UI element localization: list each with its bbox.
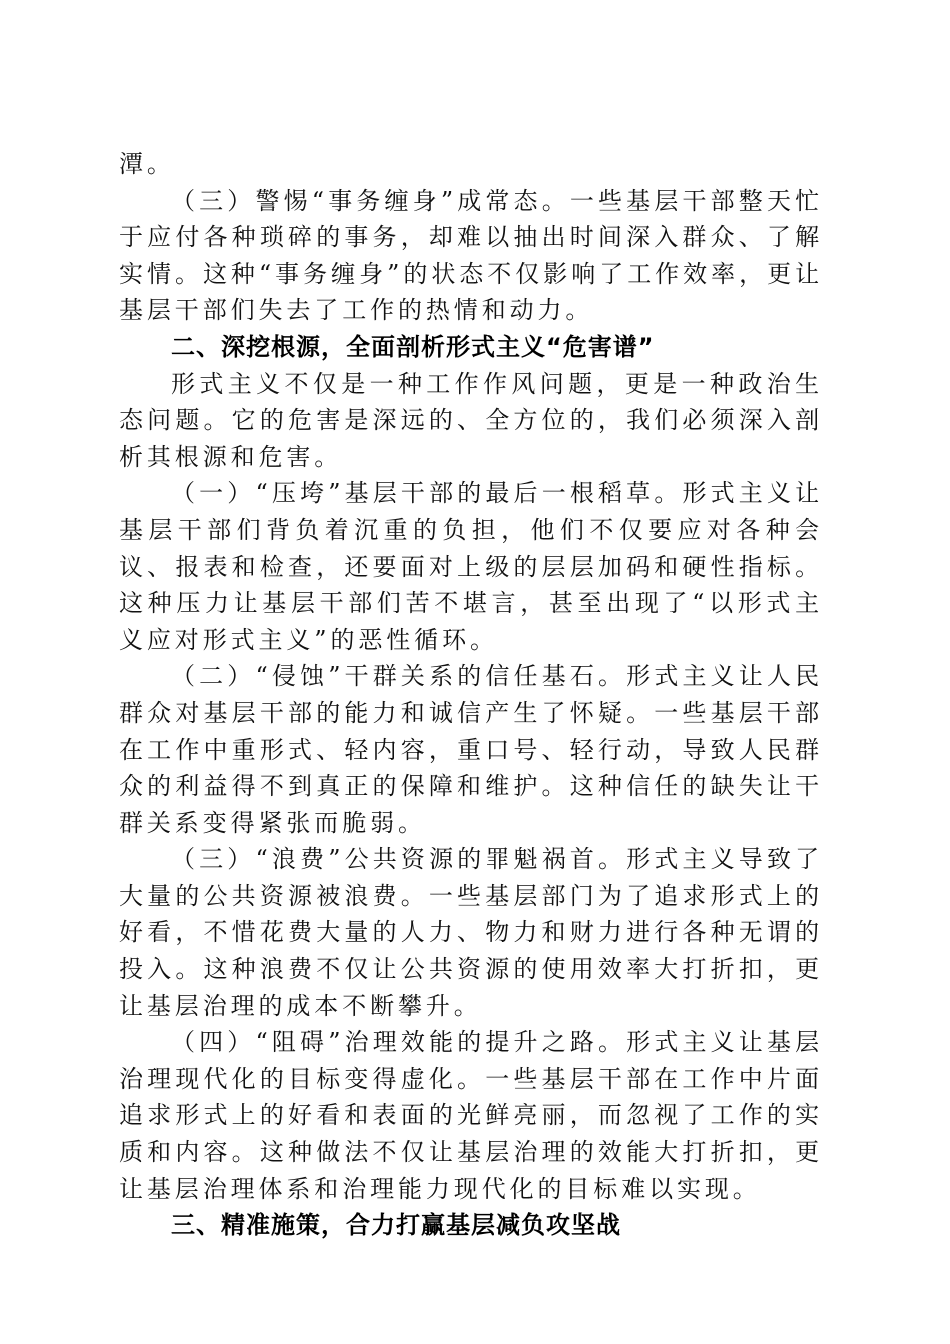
paragraph-busy-affairs: （三）警惕“事务缠身”成常态。一些基层干部整天忙于应付各种琐碎的事务，却难以抽出时间深入群众、了解实情。这种“事务缠身”的状态不仅影响了工作效率，更让基层干部们失去了工作的热情和动力。	[119, 186, 823, 325]
document-body	[119, 146, 823, 1244]
section-heading-2: 二、深挖根源，全面剖析形式主义“危害谱”	[171, 332, 655, 361]
section-heading-3: 三、精准施策，合力打赢基层减负攻坚战	[171, 1211, 621, 1240]
paragraph-section-2-intro: 形式主义不仅是一种工作作风问题，更是一种政治生态问题。它的危害是深远的、全方位的，我们必须深入剖析其根源和危害。	[119, 369, 823, 471]
paragraph-erode-trust: （二）“侵蚀”干群关系的信任基石。形式主义让人民群众对基层干部的能力和诚信产生了怀疑。一些基层干部在工作中重形式、轻内容，重口号、轻行动，导致人民群众的利益得不到真正的保障和维护。这种信任的缺失让干群关系变得紧张而脆弱。	[119, 662, 823, 837]
paragraph-hinder-governance: （四）“阻碍”治理效能的提升之路。形式主义让基层治理现代化的目标变得虚化。一些基层干部在工作中片面追求形式上的好看和表面的光鲜亮丽，而忽视了工作的实质和内容。这种做法不仅让基层治理的效能大打折扣，更让基层治理体系和治理能力现代化的目标难以实现。	[119, 1028, 823, 1203]
paragraph-crush-cadres: （一）“压垮”基层干部的最后一根稻草。形式主义让基层干部们背负着沉重的负担，他们不仅要应对各种会议、报表和检查，还要面对上级的层层加码和硬性指标。这种压力让基层干部们苦不堪言，甚至出现了“以形式主义应对形式主义”的恶性循环。	[119, 479, 823, 654]
paragraph-continuation: 潭。	[119, 150, 175, 178]
paragraph-waste-resources: （三）“浪费”公共资源的罪魁祸首。形式主义导致了大量的公共资源被浪费。一些基层部门为了追求形式上的好看，不惜花费大量的人力、物力和财力进行各种无谓的投入。这种浪费不仅让公共资源的使用效率大打折扣，更让基层治理的成本不断攀升。	[119, 845, 823, 1020]
